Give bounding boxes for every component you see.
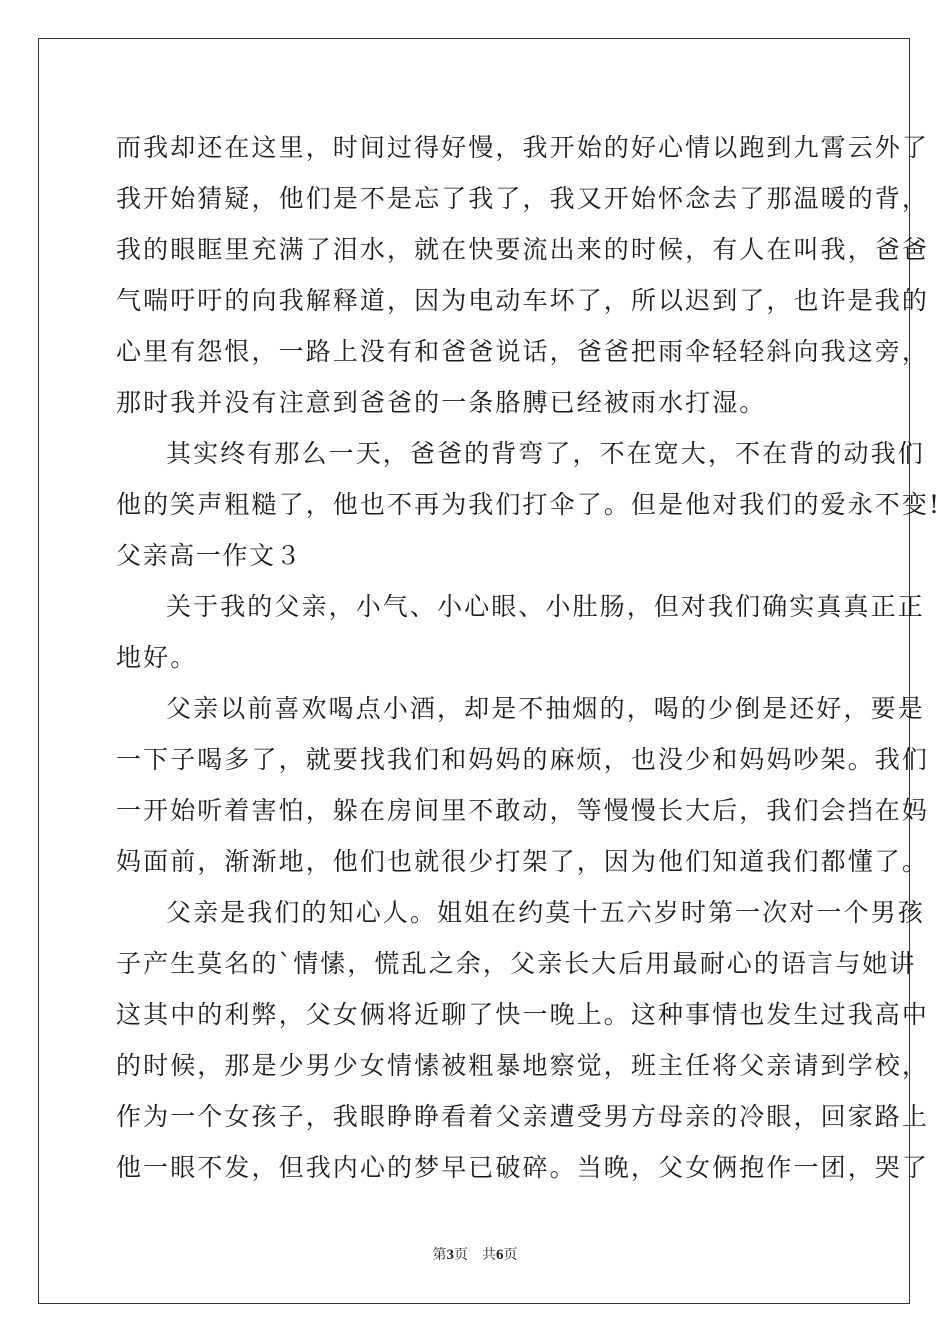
text-line: 子产生莫名的`情愫，慌乱之余，父亲长大后用最耐心的语言与她讲 [116, 949, 917, 978]
text-line: 一下子喝多了，就要找我们和妈妈的麻烦，也没少和妈妈吵架。我们 [116, 745, 930, 774]
text-line: 他的笑声粗糙了，他也不再为我们打伞了。但是他对我们的爱永不变! [116, 490, 942, 519]
text-line: 那时我并没有注意到爸爸的一条胳膊已经被雨水打湿。 [116, 388, 767, 417]
text-line: 心里有怨恨，一路上没有和爸爸说话，爸爸把雨伞轻轻斜向我这旁， [116, 337, 930, 366]
text-line: 一开始听着害怕，躲在房间里不敢动，等慢慢长大后，我们会挡在妈 [116, 796, 930, 825]
current-page-number: 3 [446, 1247, 454, 1263]
page-footer [0, 1244, 950, 1264]
total-pages-number: 6 [496, 1247, 504, 1263]
text-line: 我的眼眶里充满了泪水，就在快要流出来的时候，有人在叫我，爸爸 [116, 235, 930, 264]
text-line: 妈面前，渐渐地，他们也就很少打架了，因为他们知道我们都懂了。 [116, 847, 930, 876]
text-line: 作为一个女孩子，我眼睁睁看着父亲遭受男方母亲的冷眼，回家路上 [116, 1102, 930, 1131]
footer-suffix: 页 [503, 1247, 518, 1263]
text-line: 的时候，那是少男少女情愫被粗暴地察觉，班主任将父亲请到学校， [116, 1051, 930, 1080]
text-line: 这其中的利弊，父女俩将近聊了快一晚上。这种事情也发生过我高中 [116, 1000, 930, 1029]
text-line: 而我却还在这里，时间过得好慢，我开始的好心情以跑到九霄云外了 [116, 133, 930, 162]
text-line: 他一眼不发，但我内心的梦早已破碎。当晚，父女俩抱作一团，哭了 [116, 1153, 930, 1182]
footer-middle: 页 共 [454, 1247, 496, 1263]
footer-prefix: 第 [432, 1247, 447, 1263]
paragraph-start-line: 父亲是我们的知心人。姐姐在约莫十五六岁时第一次对一个男孩 [166, 898, 925, 927]
paragraph-start-line: 关于我的父亲，小气、小心眼、小肚肠，但对我们确实真真正正 [166, 592, 925, 621]
text-line: 地好。 [116, 643, 198, 672]
text-line: 气喘吁吁的向我解释道，因为电动车坏了，所以迟到了，也许是我的 [116, 286, 930, 315]
text-line: 我开始猜疑，他们是不是忘了我了，我又开始怀念去了那温暖的背， [116, 184, 930, 213]
paragraph-start-line: 其实终有那么一天，爸爸的背弯了，不在宽大，不在背的动我们 [166, 439, 925, 468]
section-heading: 父亲高一作文３ [116, 541, 303, 570]
paragraph-start-line: 父亲以前喜欢喝点小酒，却是不抽烟的，喝的少倒是还好，要是 [166, 694, 925, 723]
